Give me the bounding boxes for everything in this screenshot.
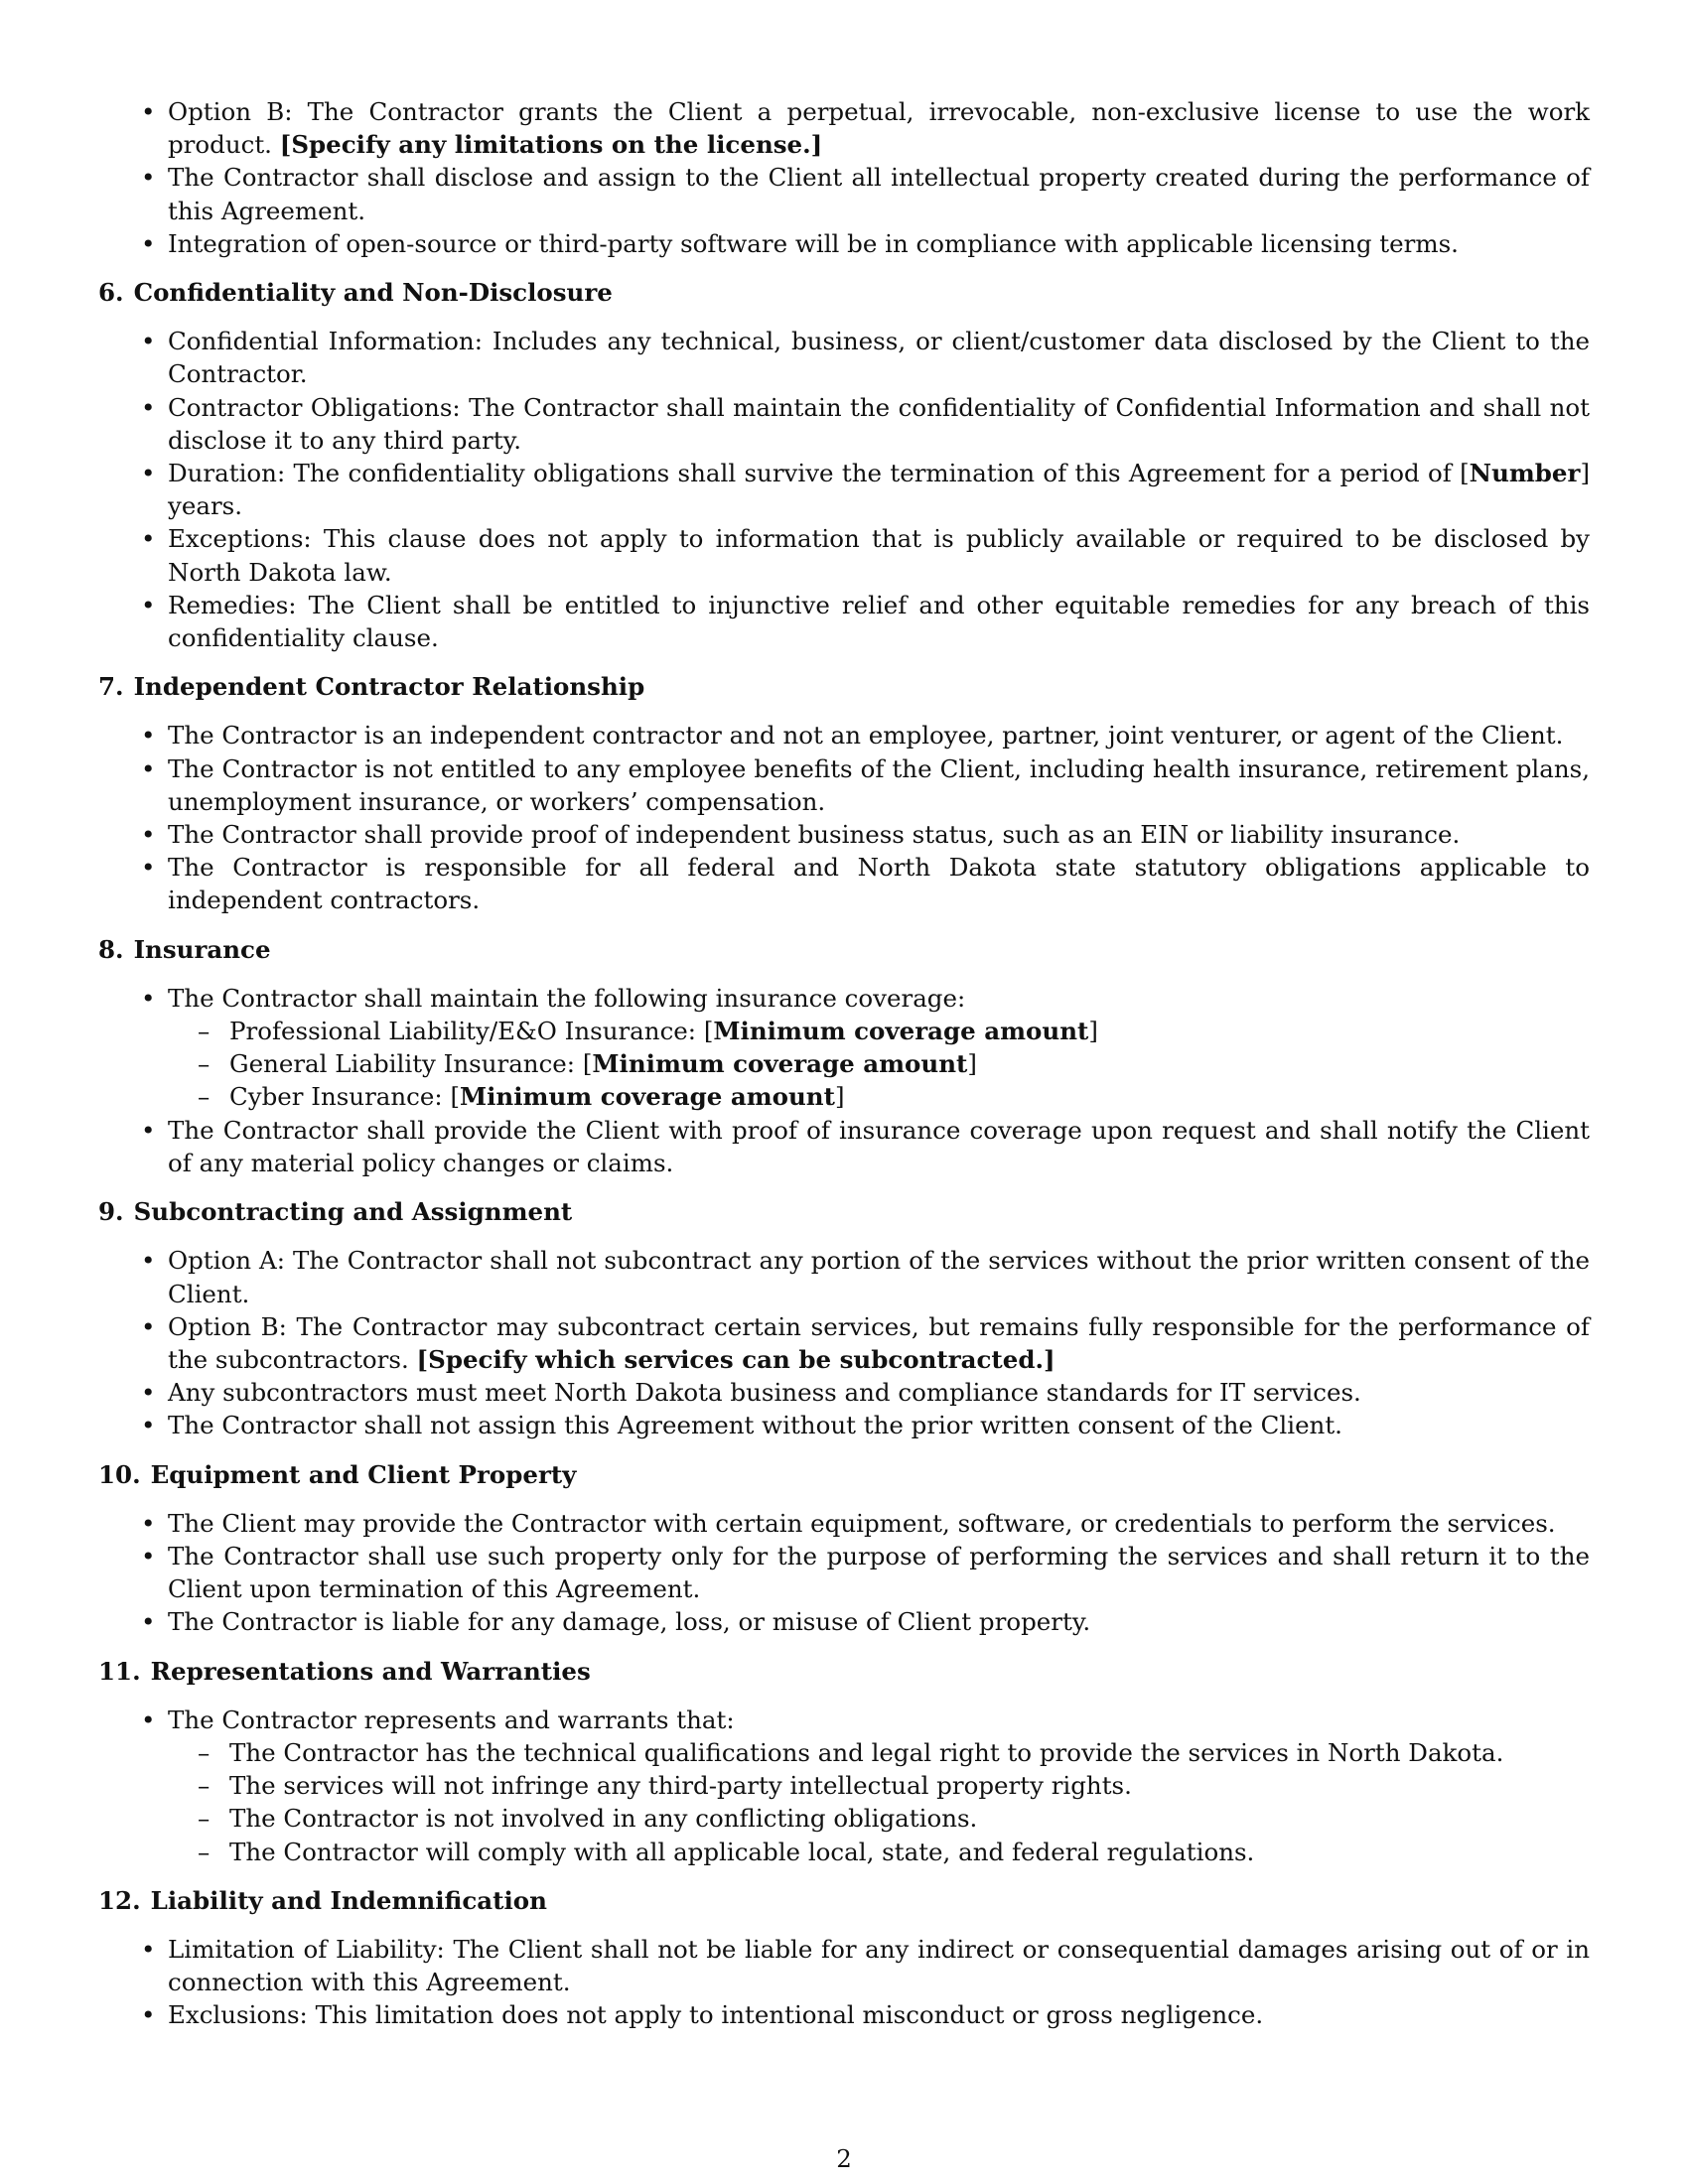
item-text: The Contractor is liable for any damage, loss, or misuse of Client property. xyxy=(168,1607,1091,1637)
list-item xyxy=(98,457,1590,522)
list-item xyxy=(98,1933,1590,1998)
section-number: 12. xyxy=(98,1885,141,1915)
section-heading xyxy=(98,276,1590,309)
list-item xyxy=(98,161,1590,226)
item-text: The Contractor represents and warrants that: xyxy=(168,1705,735,1734)
item-text: General Liability Insurance: [ xyxy=(229,1049,593,1079)
item-placeholder: Minimum coverage amount xyxy=(713,1017,1089,1046)
item-text: Option B: The Contractor grants the Client a perpetual, irrevocable, non-exclusive license to use the work product. xyxy=(168,97,1590,160)
section-number: 6. xyxy=(98,278,124,308)
list-item xyxy=(98,227,1590,260)
item-placeholder: [Specify which services can be subcontracted.] xyxy=(416,1344,1055,1374)
item-text: The Client may provide the Contractor with certain equipment, software, or credentials to perform the services. xyxy=(168,1508,1556,1538)
list-item xyxy=(98,1310,1590,1376)
section-number: 9. xyxy=(98,1197,124,1227)
list-item xyxy=(98,391,1590,457)
list-item xyxy=(98,1605,1590,1638)
page-number: 2 xyxy=(836,2144,852,2173)
sub-list-item xyxy=(168,1736,1590,1769)
section-heading xyxy=(98,1655,1590,1688)
item-text: Confidential Information: Includes any technical, business, or client/customer data disclosed by the Client to the Contractor. xyxy=(168,327,1590,389)
sub-list-item xyxy=(168,1802,1590,1835)
list-item xyxy=(98,1244,1590,1309)
item-text: The Contractor shall not assign this Agreement without the prior written consent of the Client. xyxy=(168,1411,1342,1440)
list-item xyxy=(98,851,1590,916)
item-text: The Contractor has the technical qualifications and legal right to provide the services in North Dakota. xyxy=(229,1737,1504,1767)
item-text: The Contractor is not involved in any conflicting obligations. xyxy=(229,1804,978,1834)
item-text: The Contractor shall disclose and assign to the Client all intellectual property created during the performance of this Agreement. xyxy=(168,163,1590,225)
item-text-tail: ] years. xyxy=(168,459,1590,521)
sub-list-item xyxy=(168,1047,1590,1080)
sub-list-item xyxy=(168,1015,1590,1047)
section-list xyxy=(98,1933,1590,2032)
sub-list-item xyxy=(168,1769,1590,1802)
section-heading xyxy=(98,933,1590,966)
list-item xyxy=(98,719,1590,751)
section-list xyxy=(98,325,1590,654)
sub-list xyxy=(168,1015,1590,1114)
sub-list-item xyxy=(168,1080,1590,1113)
list-item xyxy=(98,589,1590,654)
document-page xyxy=(98,95,1590,2032)
item-placeholder: Minimum coverage amount xyxy=(592,1049,968,1079)
item-placeholder: [Specify any limitations on the license.] xyxy=(279,130,823,160)
section-list xyxy=(98,1704,1590,1868)
section-list xyxy=(98,719,1590,916)
section-list xyxy=(98,1244,1590,1441)
list-item xyxy=(98,1409,1590,1441)
section-title: Subcontracting and Assignment xyxy=(133,1197,573,1227)
item-text: Remedies: The Client shall be entitled to injunctive relief and other equitable remedies for any breach of this confidentiality clause. xyxy=(168,590,1590,653)
section-title: Equipment and Client Property xyxy=(150,1459,577,1489)
list-item xyxy=(98,818,1590,851)
item-text-tail: ] xyxy=(967,1049,977,1079)
section-heading xyxy=(98,670,1590,703)
section-title: Insurance xyxy=(133,934,271,964)
item-text: Contractor Obligations: The Contractor shall maintain the confidentiality of Confidential Information and shall not disclose it to any third party. xyxy=(168,392,1590,455)
item-text-tail: ] xyxy=(1088,1017,1098,1046)
item-text: Duration: The confidentiality obligations shall survive the termination of this Agreement for a period of [ xyxy=(168,459,1470,488)
section-title: Independent Contractor Relationship xyxy=(133,672,645,702)
section-list xyxy=(98,982,1590,1179)
section-list xyxy=(98,1507,1590,1639)
item-text: The Contractor is not entitled to any employee benefits of the Client, including health insurance, retirement plans, unemployment insurance, or workers’ compensation. xyxy=(168,753,1590,816)
list-item xyxy=(98,1704,1590,1868)
list-item xyxy=(98,1376,1590,1409)
item-text: The Contractor will comply with all applicable local, state, and federal regulations. xyxy=(229,1837,1255,1866)
section-number: 7. xyxy=(98,672,124,702)
item-text: The Contractor shall use such property only for the purpose of performing the services and shall return it to the Client upon termination of this Agreement. xyxy=(168,1541,1590,1604)
list-item xyxy=(98,325,1590,390)
item-text: Professional Liability/E&O Insurance: [ xyxy=(229,1017,714,1046)
section-heading xyxy=(98,1195,1590,1228)
section-number: 10. xyxy=(98,1459,141,1489)
sections-container xyxy=(98,276,1590,2032)
item-text: The Contractor is responsible for all federal and North Dakota state statutory obligations applicable to independent contractors. xyxy=(168,853,1590,915)
sub-list xyxy=(168,1736,1590,1868)
section-title: Liability and Indemnification xyxy=(150,1885,547,1915)
item-text: The Contractor is an independent contractor and not an employee, partner, joint venturer, or agent of the Client. xyxy=(168,721,1564,751)
list-item xyxy=(98,1114,1590,1179)
section-number: 8. xyxy=(98,934,124,964)
item-text: Limitation of Liability: The Client shall not be liable for any indirect or consequential damages arising out of or in connection with this Agreement. xyxy=(168,1934,1590,1997)
list-item xyxy=(98,982,1590,1114)
list-item xyxy=(98,1507,1590,1540)
section-number: 11. xyxy=(98,1656,141,1686)
item-text: The Contractor shall provide proof of independent business status, such as an EIN or liability insurance. xyxy=(168,820,1461,850)
item-text: Integration of open-source or third-party software will be in compliance with applicable licensing terms. xyxy=(168,228,1459,258)
list-item xyxy=(98,522,1590,588)
list-item xyxy=(98,752,1590,818)
item-text: Cyber Insurance: [ xyxy=(229,1082,460,1112)
item-text: Any subcontractors must meet North Dakota business and compliance standards for IT services. xyxy=(168,1378,1361,1408)
item-placeholder: Minimum coverage amount xyxy=(460,1082,835,1112)
item-text: The Contractor shall provide the Client with proof of insurance coverage upon request and shall notify the Client of any material policy changes or claims. xyxy=(168,1115,1590,1177)
item-text: Option A: The Contractor shall not subcontract any portion of the services without the prior written consent of the Client. xyxy=(168,1246,1590,1308)
section-title: Confidentiality and Non-Disclosure xyxy=(133,278,613,308)
list-item xyxy=(98,1540,1590,1605)
list-item xyxy=(98,1998,1590,2031)
section-heading xyxy=(98,1884,1590,1917)
section-title: Representations and Warranties xyxy=(150,1656,591,1686)
item-placeholder: Number xyxy=(1469,459,1581,488)
item-text: Exclusions: This limitation does not apply to intentional misconduct or gross negligence. xyxy=(168,2000,1264,2030)
section-heading xyxy=(98,1458,1590,1491)
item-text: The Contractor shall maintain the following insurance coverage: xyxy=(168,983,966,1013)
item-text-tail: ] xyxy=(834,1082,845,1112)
continued-list xyxy=(98,95,1590,260)
item-text: Option B: The Contractor may subcontract certain services, but remains fully responsible for the performance of the subcontractors. xyxy=(168,1311,1590,1374)
item-text: The services will not infringe any third-party intellectual property rights. xyxy=(229,1771,1132,1801)
item-text: Exceptions: This clause does not apply to information that is publicly available or required to be disclosed by North Dakota law. xyxy=(168,524,1590,587)
sub-list-item xyxy=(168,1836,1590,1868)
list-item xyxy=(98,95,1590,161)
